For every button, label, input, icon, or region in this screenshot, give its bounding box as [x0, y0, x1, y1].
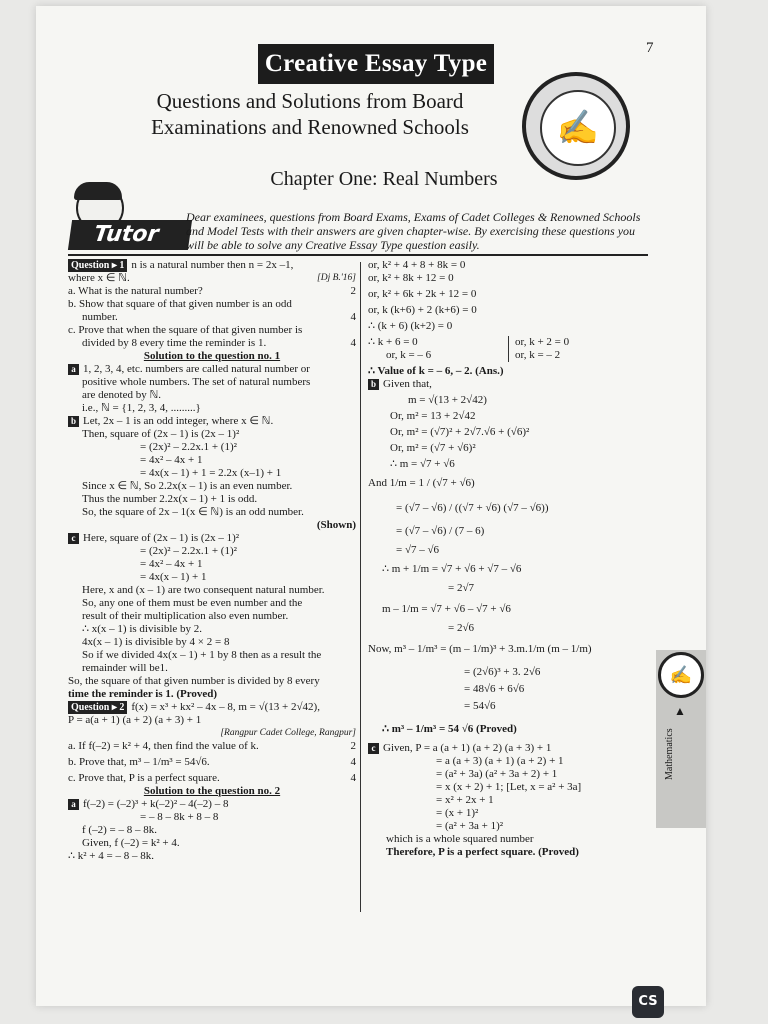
sol-line: or, k² + 6k + 2k + 12 = 0 [368, 288, 477, 300]
sol-line: = 4x² – 4x + 1 [140, 454, 203, 466]
sol-line: So, the square of 2x – 1(x ∈ ℕ) is an odd number. [82, 506, 304, 518]
sol-line: = 2√7 [448, 582, 474, 594]
sol-line: Or, m² = (√7)² + 2√7.√6 + (√6)² [390, 426, 530, 438]
sol-line: = a (a + 3) (a + 1) (a + 2) + 1 [436, 755, 564, 767]
side-tab-label: Mathematics [664, 728, 675, 780]
intro-text: Dear examinees, questions from Board Exams, Exams of Cadet Colleges & Renowned Schools and Model Tests with their answers are given chapter-wise. By exercising these questions you will be able to solve any Creative Essay Type question easily. [186, 210, 641, 252]
left-column [68, 259, 356, 863]
sol-line: = 4x² – 4x + 1 [140, 558, 203, 570]
q2-stem-2: P = a(a + 1) (a + 2) (a + 3) + 1 [68, 714, 202, 726]
sol-line: = (a² + 3a) (a² + 3a + 2) + 1 [436, 768, 558, 780]
q1-part-b-2: number. [82, 311, 118, 323]
q1-part-a: a. What is the natural number? [68, 285, 203, 297]
sol-line: = 48√6 + 6√6 [464, 683, 525, 695]
question-tag: Question ▸ 1 [68, 259, 127, 272]
part-a-marker: a [68, 799, 79, 810]
page-number: 7 [646, 40, 654, 56]
sol-line: So, the square of that given number is divided by 8 every [68, 675, 320, 687]
sol-line: = (2x)² – 2.2x.1 + (1)² [140, 545, 237, 557]
section-banner: Creative Essay Type [258, 44, 494, 84]
heading-line-1: Questions and Solutions from Board [156, 89, 464, 113]
sol-line: So if we divided 4x(x – 1) + 1 by 8 then as a result the [82, 649, 322, 661]
sol-line: ∴ m + 1/m = √7 + √6 + √7 – √6 [382, 563, 522, 575]
part-c-marker: c [368, 743, 379, 754]
tutor-mascot [60, 184, 190, 254]
q2-part-a: a. If f(–2) = k² + 4, then find the value of k. [68, 740, 259, 752]
marks: 4 [350, 311, 356, 323]
sol-line: = (2x)² – 2.2x.1 + (1)² [140, 441, 237, 453]
chevron-up-icon: ▲ [674, 704, 686, 718]
hand-pen-icon: ✍ [658, 652, 704, 698]
sol-line: Given, f (–2) = k² + 4. [82, 837, 180, 849]
sol-line: or, k² + 4 + 8 + 8k = 0 [368, 259, 466, 271]
part-b-marker: b [368, 379, 379, 390]
sol-line: = (√7 – √6) / (7 – 6) [396, 525, 485, 537]
mascot-label: Tutor [68, 220, 192, 250]
q1-source: [Dj B.'16] [317, 273, 356, 283]
sol-line: = (x + 1)² [436, 807, 479, 819]
sol-line: Thus the number 2.2x(x – 1) + 1 is odd. [82, 493, 258, 505]
sol-line: which is a whole squared number [386, 833, 534, 845]
sol-line: are denoted by ℕ. [82, 389, 162, 401]
q1-stem: n is a natural number then n = 2x –1, [131, 259, 294, 271]
sol-line: = (√7 – √6) / ((√7 + √6) (√7 – √6)) [396, 502, 549, 514]
sol-line: 1, 2, 3, 4, etc. numbers are called natural number or [83, 363, 310, 375]
q1-stem-2: where x ∈ ℕ. [68, 272, 130, 284]
part-b-marker: b [68, 416, 79, 427]
divider [68, 254, 648, 256]
camscanner-badge[interactable]: CS [632, 986, 664, 1018]
sol-line: or, k = – 6 [386, 349, 432, 361]
sol-line: = (a² + 3a + 1)² [436, 820, 504, 832]
q1-part-b: b. Show that square of that given number is an odd [68, 298, 292, 310]
shown-label: (Shown) [316, 519, 356, 531]
sol-line: = – 8 – 8k + 8 – 8 [140, 811, 219, 823]
sol-line: Or, m² = 13 + 2√42 [390, 410, 476, 422]
part-c-marker: c [68, 533, 79, 544]
marks: 4 [350, 772, 356, 784]
marks: 2 [350, 740, 356, 752]
sol-line: = √7 – √6 [396, 544, 440, 556]
sol-line: = x² + 2x + 1 [436, 794, 494, 806]
answer-line: ∴ m³ – 1/m³ = 54 √6 (Proved) [382, 723, 517, 735]
sol-line: or, k (k+6) + 2 (k+6) = 0 [368, 304, 477, 316]
answer-line: ∴ Value of k = – 6, – 2. (Ans.) [368, 365, 504, 377]
sol-line: or, k = – 2 [508, 349, 560, 362]
marks: 4 [350, 337, 356, 349]
sol-line: time the reminder is 1. (Proved) [68, 688, 218, 700]
sol-line: or, k² + 8k + 12 = 0 [368, 272, 454, 284]
sol-line: = 54√6 [464, 700, 496, 712]
sol-line: = 4x(x – 1) + 1 [140, 571, 207, 583]
sol-line: So, any one of them must be even number and the [82, 597, 303, 609]
q2-source: [Rangpur Cadet College, Rangpur] [220, 728, 356, 738]
sol-line: ∴ k + 6 = 0 [368, 336, 418, 348]
sol-line: And 1/m = 1 / (√7 + √6) [368, 477, 475, 489]
sol-line: ∴ m = √7 + √6 [390, 458, 455, 470]
sol-line: result of their multiplication also even number. [82, 610, 289, 622]
hand-pen-icon: ✍ [540, 90, 616, 166]
marks: 4 [350, 756, 356, 768]
sol-line: Given that, [383, 378, 432, 390]
mascot-hair [74, 182, 122, 200]
page-heading [110, 88, 510, 140]
sol-line: Now, m³ – 1/m³ = (m – 1/m)³ + 3.m.1/m (m – 1/m) [368, 643, 592, 655]
q2-stem: f(x) = x³ + kx² – 4x – 8, m = √(13 + 2√42), [131, 701, 320, 713]
part-a-marker: a [68, 364, 79, 375]
solution-title: Solution to the question no. 1 [143, 350, 281, 362]
sol-line: m = √(13 + 2√42) [408, 394, 487, 406]
sol-line: Here, x and (x – 1) are two consequent natural number. [82, 584, 325, 596]
sol-line: 4x(x – 1) is divisible by 4 × 2 = 8 [82, 636, 230, 648]
sol-line: f(–2) = (–2)³ + k(–2)² – 4(–2) – 8 [83, 798, 229, 810]
column-divider [360, 262, 361, 912]
sol-line: = 2√6 [448, 622, 474, 634]
sol-line: remainder will be1. [82, 662, 168, 674]
sol-line: ∴ (k + 6) (k+2) = 0 [368, 320, 453, 332]
section-logo [522, 72, 630, 180]
sol-line: = (2√6)³ + 3. 2√6 [464, 666, 541, 678]
sol-line: ∴ k² + 4 = – 8 – 8k. [68, 850, 154, 862]
marks: 2 [350, 285, 356, 297]
q2-part-b: b. Prove that, m³ – 1/m³ = 54√6. [68, 756, 210, 768]
sol-line: Or, m² = (√7 + √6)² [390, 442, 476, 454]
q1-part-c-2: divided by 8 every time the reminder is 1. [82, 337, 267, 349]
heading-line-2: Examinations and Renowned Schools [151, 115, 469, 139]
answer-line: Therefore, P is a perfect square. (Proved) [386, 846, 579, 858]
q2-part-c: c. Prove that, P is a perfect square. [68, 772, 220, 784]
chapter-title: Chapter One: Real Numbers [270, 168, 498, 190]
sol-line: or, k + 2 = 0 [508, 336, 569, 349]
q1-part-c: c. Prove that when the square of that given number is [68, 324, 303, 336]
sol-line: Since x ∈ ℕ, So 2.2x(x – 1) is an even number. [82, 480, 293, 492]
solution-title: Solution to the question no. 2 [143, 785, 281, 797]
sol-line: ∴ x(x – 1) is divisible by 2. [82, 623, 203, 635]
right-column [368, 259, 653, 859]
sol-line: = 4x(x – 1) + 1 = 2.2x (x–1) + 1 [140, 467, 282, 479]
side-tab [656, 650, 706, 828]
sol-line: Here, square of (2x – 1) is (2x – 1)² [83, 532, 240, 544]
sol-line: m – 1/m = √7 + √6 – √7 + √6 [382, 603, 511, 615]
sol-line: = x (x + 2) + 1; [Let, x = a² + 3a] [436, 781, 582, 793]
sol-line: Let, 2x – 1 is an odd integer, where x ∈ ℕ. [83, 415, 274, 427]
sol-line: Then, square of (2x – 1) is (2x – 1)² [82, 428, 240, 440]
sol-line: Given, P = a (a + 1) (a + 2) (a + 3) + 1 [383, 742, 552, 754]
sol-line: f (–2) = – 8 – 8k. [82, 824, 157, 836]
sol-line: positive whole numbers. The set of natural numbers [82, 376, 311, 388]
question-tag: Question ▸ 2 [68, 701, 127, 714]
sol-line: i.e., ℕ = {1, 2, 3, 4, .........} [82, 402, 201, 414]
